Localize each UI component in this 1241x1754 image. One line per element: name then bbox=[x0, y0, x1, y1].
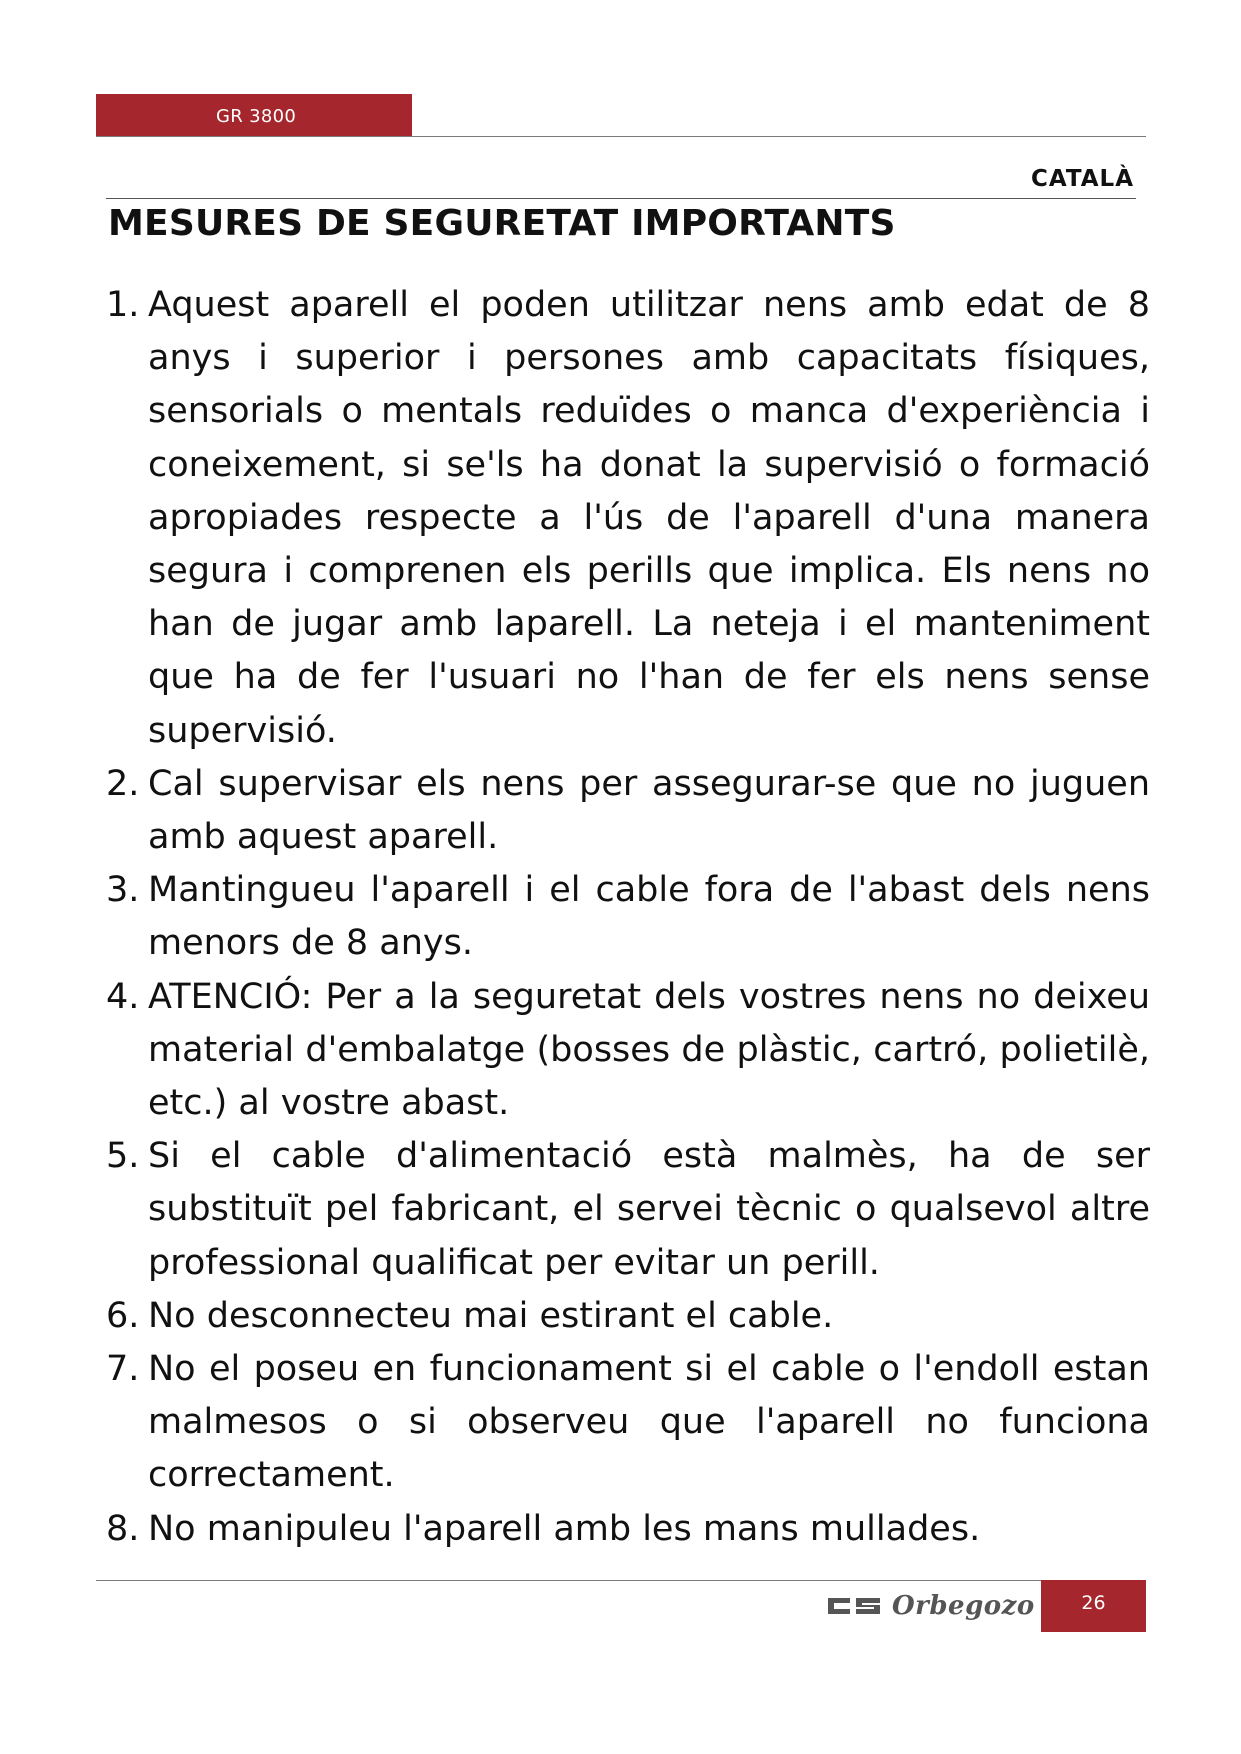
list-item bbox=[106, 758, 1158, 864]
item-text: Cal supervisar els nens per assegurar-se que no juguen amb aquest aparell. bbox=[148, 763, 1150, 858]
list-item bbox=[106, 1503, 1158, 1556]
list-item bbox=[106, 864, 1158, 970]
list-item bbox=[106, 279, 1158, 758]
header-divider bbox=[96, 136, 1146, 137]
item-text: Aquest aparell el poden utilitzar nens amb edat de 8 anys i superior i persones amb capacitats físiques, sensorials o mentals reduïdes o manca d'experiència i coneixement, si se'ls ha donat la supervisió o formació apropiades respecte a l'ús de l'aparell d'una manera segura i comprenen els perills que implica. Els nens no han de jugar amb laparell. La neteja i el manteniment que ha de fer l'usuari no l'han de fer els nens sense supervisió. bbox=[148, 285, 1150, 751]
language-label: CATALÀ bbox=[1030, 166, 1134, 192]
item-text: ATENCIÓ: Per a la seguretat dels vostres nens no deixeu material d'embalatge (bosses de plàstic, cartró, polietilè, etc.) al vostre abast. bbox=[148, 976, 1150, 1124]
item-number: 3. bbox=[106, 870, 140, 911]
item-text: No desconnecteu mai estirant el cable. bbox=[148, 1295, 834, 1336]
list-item bbox=[106, 1343, 1158, 1503]
brand-name: Orbegozo bbox=[892, 1591, 1035, 1621]
item-number: 1. bbox=[106, 285, 140, 325]
footer-divider bbox=[96, 1580, 1146, 1581]
list-item bbox=[106, 1290, 1158, 1343]
model-label: GR 3800 bbox=[216, 106, 297, 127]
item-number: 6. bbox=[106, 1295, 140, 1336]
language-divider bbox=[106, 198, 1136, 199]
brand-logo bbox=[826, 1590, 1035, 1622]
item-text: Si el cable d'alimentació està malmès, ha de ser substituït pel fabricant, el servei tècnic o qualsevol altre professional qualificat per evitar un perill. bbox=[148, 1136, 1150, 1283]
item-number: 7. bbox=[106, 1349, 140, 1390]
item-number: 4. bbox=[106, 976, 140, 1017]
list-item bbox=[106, 1130, 1158, 1290]
safety-list bbox=[106, 279, 1158, 1556]
item-text: No manipuleu l'aparell amb les mans mullades. bbox=[148, 1508, 981, 1549]
item-number: 5. bbox=[106, 1136, 140, 1177]
list-item bbox=[106, 971, 1158, 1131]
item-number: 2. bbox=[106, 763, 140, 804]
brand-mark-icon bbox=[826, 1594, 882, 1618]
item-number: 8. bbox=[106, 1508, 140, 1549]
item-text: No el poseu en funcionament si el cable o l'endoll estan malmesos o si observeu que l'aparell no funciona correctament. bbox=[148, 1349, 1150, 1496]
item-text: Mantingueu l'aparell i el cable fora de l'abast dels nens menors de 8 anys. bbox=[148, 870, 1150, 964]
page-title: MESURES DE SEGURETAT IMPORTANTS bbox=[108, 203, 896, 244]
page-number: 26 bbox=[1081, 1592, 1106, 1614]
